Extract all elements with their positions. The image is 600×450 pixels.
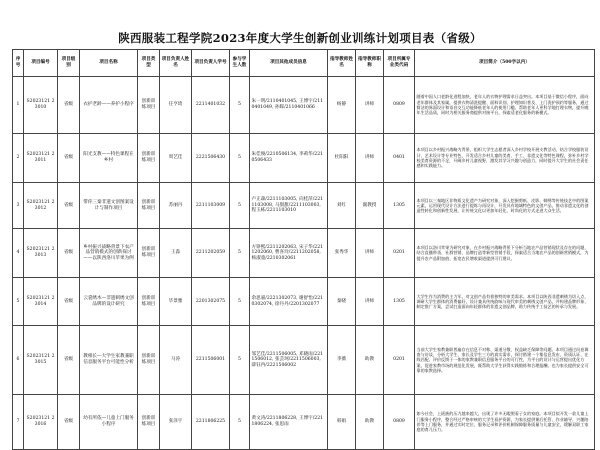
header-type: 项目类型 xyxy=(138,50,160,77)
cell-type: 创新训练项目 xyxy=(138,183,160,229)
cell-leader: 王淼 xyxy=(160,229,192,278)
cell-intro: 本项目以洛川苹果为研究对象，在乡村振兴战略背景下分析当地农产品营销现状及存在的问题，结合直播带货、社群营销、品牌打造等新型营销手段，探索适合当地农产品的创新营销模式，为提升农产品附加值、拓宽农民增收渠道提供可行建议。 xyxy=(415,229,595,278)
cell-intro: 当前大学生家教兼职普遍存在信息不对称、渠道分散、权益缺乏保障等问题。本项目通过问卷调查与访谈，分析大学生、家长及学生三方的真实需求，探讨搭建一个集信息发布、资质认证、在线匹配、评价反馈于一体的家教兼职信息服务平台的可行性，为平台的设计与运营提出优化方案，促进家教市场的规范化发展，既帮助大学生获得实践锻炼和合理报酬，也为家长提供安全可靠的家教选择。 xyxy=(415,326,595,395)
cell-student-id: 2211202059 xyxy=(192,229,230,278)
header-student-id: 项目负责人学号 xyxy=(192,50,230,77)
cell-code: S2023121 23013 xyxy=(24,229,58,278)
table-row xyxy=(13,77,595,134)
cell-leader: 周艺佳 xyxy=(160,134,192,183)
table-row xyxy=(13,183,595,229)
cell-code: S2023121 23016 xyxy=(24,395,58,450)
table-row xyxy=(13,134,595,183)
cell-intro: 如今社会，上班族的压力越来越大，出现了许多无暇照看子女的家庭。本项目拟开发一款儿童上门服务小程序，整合经过严格审核的大学生看护资源，为家长提供课后托管、作业辅导、兴趣陪伴等上门服务，并通过实时定位、服务记录和评价机制保障服务质量与儿童安全，缓解双职工家庭的育儿压力。 xyxy=(415,395,595,450)
cell-code: S2023121 23010 xyxy=(24,77,58,134)
cell-code: S2023121 23015 xyxy=(24,326,58,395)
cell-teacher-title: 副教授 xyxy=(356,183,384,229)
cell-teacher: 李薇 xyxy=(328,326,356,395)
cell-type: 创新训练项目 xyxy=(138,134,160,183)
cell-code: S2023121 23011 xyxy=(24,134,58,183)
cell-field-code: 0401 xyxy=(384,134,415,183)
table-row xyxy=(13,278,595,326)
header-level: 项目级别 xyxy=(58,50,80,77)
cell-members: 5 xyxy=(230,183,250,229)
cell-field-code: 0201 xyxy=(384,229,415,278)
cell-student-id: 2211806225 xyxy=(192,395,230,450)
cell-others: 朱佳俊/2210506134, 李莉华/2210506433 xyxy=(250,134,328,183)
table-row xyxy=(13,229,595,278)
header-leader: 项目负责人姓名 xyxy=(160,50,192,77)
cell-student-id: 2211506001 xyxy=(192,326,230,395)
cell-name: 衣护老龄——养护小程序 xyxy=(80,77,138,134)
cell-name: 乡村振兴战略背景下农产品营销模式的创新探讨——以陕西洛川苹果为例 xyxy=(80,229,138,278)
cell-teacher: 杜阳阳 xyxy=(328,134,356,183)
cell-level: 省级 xyxy=(58,278,80,326)
cell-others: 方铮熙/2211202063, 宋子华/2211202060, 曹喜玲/2211202058, 杨淑童/2210302061 xyxy=(250,229,328,278)
cell-name: 幼有所依—儿童上门服务小程序 xyxy=(80,395,138,450)
cell-seq: 7 xyxy=(13,395,24,450)
cell-type: 创新训练项目 xyxy=(138,77,160,134)
cell-teacher: 刘红 xyxy=(328,183,356,229)
cell-level: 省级 xyxy=(58,77,80,134)
cell-members: 5 xyxy=(230,278,250,326)
cell-name: 云裳绣木—非遗刺绣文创品牌的设计研究 xyxy=(80,278,138,326)
cell-others: 黄文涛/2211806228, 王博宇/2211806224, 张思雨 xyxy=(250,395,328,450)
cell-teacher: 张秀华 xyxy=(328,229,356,278)
cell-teacher: 韩娟 xyxy=(328,395,356,450)
cell-student-id: 2211401032 xyxy=(192,77,230,134)
cell-level: 省级 xyxy=(58,134,80,183)
cell-teacher-title: 讲师 xyxy=(356,77,384,134)
cell-name: 带你三秦非遗文创图案设计与制作项目 xyxy=(80,183,138,229)
cell-seq: 2 xyxy=(13,134,24,183)
cell-teacher-title: 讲师 xyxy=(356,229,384,278)
cell-type: 创新训练项目 xyxy=(138,278,160,326)
header-row xyxy=(13,50,595,77)
cell-field-code: 0809 xyxy=(384,395,415,450)
cell-members: 5 xyxy=(230,395,250,450)
cell-teacher-title: 助教 xyxy=(356,395,384,450)
header-seq: 序号 xyxy=(13,50,24,77)
cell-seq: 1 xyxy=(13,77,24,134)
cell-others: 余思嘉/2221302073, 谢舒怡/2210302074, 徐丹丹/2201302077 xyxy=(250,278,328,326)
cell-level: 省级 xyxy=(58,326,80,395)
cell-leader: 苏丽丹 xyxy=(160,183,192,229)
cell-type: 创新训练项目 xyxy=(138,229,160,278)
cell-others: 邹艺佳/2211506005, 邓晓雨/2211506012, 张芸珂/2211506003, 薛钰冉/2221506002 xyxy=(250,326,328,395)
document-title: 陕西服装工程学院2023年度大学生创新创业训练计划项目表（省级） xyxy=(118,31,482,45)
cell-type: 创新训练项目 xyxy=(138,326,160,395)
cell-student-id: 2221506430 xyxy=(192,134,230,183)
cell-code: S2023121 23012 xyxy=(24,183,58,229)
header-intro: 项目简介（500字以内） xyxy=(415,50,595,77)
header-others: 项目其他成员信息 xyxy=(250,50,328,77)
cell-seq: 5 xyxy=(13,278,24,326)
cell-members: 5 xyxy=(230,229,250,278)
cell-intro: 随着中国人口老龄化进程加快，老年人的衣物护理需求日益突出。本项目基于微信小程序，面向老年群体及其家属，提供衣物清洗提醒、面料识别、护理知识普及、上门洗护预约等服务，通过简洁的界面设计和语音交互功能降低老年人的使用门槛，帮助老年人更科学地打理衣物，提升晚年生活品质，同时为相关服务商提供对接平台，探索适老化服务的新模式。 xyxy=(415,77,595,134)
cell-teacher-title: 讲师 xyxy=(356,278,384,326)
cell-name: 教相长—大学生家教兼职信息服务平台可能性分析 xyxy=(80,326,138,395)
cell-level: 省级 xyxy=(58,229,80,278)
header-teacher-title: 指导教师职称 xyxy=(356,50,384,77)
cell-level: 省级 xyxy=(58,183,80,229)
cell-seq: 6 xyxy=(13,326,24,395)
cell-teacher: 秦晓 xyxy=(328,278,356,326)
cell-others: 朱一明/2110401045, 王博宇/2110401049, 孙晖/2110401066 xyxy=(250,77,328,134)
cell-leader: 毕景雅 xyxy=(160,278,192,326)
cell-seq: 3 xyxy=(13,183,24,229)
cell-intro: 大学生作为消费的主力军，对文创产品有着独特的审美需求。本项目以陕西非遗刺绣为切入点，调研大学生群体的消费偏好，设计兼具传统韵味与现代审美的刺绣文创产品，并构建品牌形象、制定推广方案，尝试打造面向年轻群体的非遗文创品牌，助力传统手工技艺的传承与发展。 xyxy=(415,278,595,326)
cell-teacher-title: 助教 xyxy=(356,326,384,395)
cell-field-code: 0201 xyxy=(384,326,415,395)
cell-level: 省级 xyxy=(58,395,80,450)
header-code: 项目编号 xyxy=(24,50,58,77)
cell-code: S2023121 23014 xyxy=(24,278,58,326)
cell-student-id: 2201302075 xyxy=(192,278,230,326)
header-teacher: 指导教师姓名 xyxy=(328,50,356,77)
project-table xyxy=(12,49,595,450)
header-field-code: 项目所属专业类代码 xyxy=(384,50,415,77)
cell-leader: 马涛 xyxy=(160,326,192,395)
cell-type: 创新训练项目 xyxy=(138,395,160,450)
cell-leader: 任亨琦 xyxy=(160,77,192,134)
cell-field-code: 0809 xyxy=(384,77,415,134)
cell-intro: 本项目以三秦地区非物质文化遗产为研究对象，深入挖掘剪纸、皮影、刺绣等传统技艺中的图案元素，运用现代设计方法进行提炼与再设计，开发具有地域特色的文创产品，推动非遗文化的创造性转化和创新性发展，让传统文化以更加年轻化、时尚化的方式走进大众生活。 xyxy=(415,183,595,229)
cell-seq: 4 xyxy=(13,229,24,278)
cell-name: 阳光支教——特色课程在乡村 xyxy=(80,134,138,183)
cell-leader: 张泽宇 xyxy=(160,395,192,450)
header-members: 参与学生人数 xyxy=(230,50,250,77)
cell-teacher-title: 讲师 xyxy=(356,134,384,183)
header-name: 项目名称 xyxy=(80,50,138,77)
cell-student-id: 2211103009 xyxy=(192,183,230,229)
table-row xyxy=(13,326,595,395)
cell-teacher: 杨静 xyxy=(328,77,356,134)
cell-members: 5 xyxy=(230,77,250,134)
cell-members: 5 xyxy=(230,134,250,183)
cell-members: 5 xyxy=(230,326,250,395)
cell-field-code: 1305 xyxy=(384,183,415,229)
cell-intro: 本项目以乡村振兴战略为背景，组织大学生志愿者深入乡村学校开展支教活动，结合学校服装设计、艺术设计等专业特色，开发适合乡村儿童的美育、手工、非遗文化等特色课程，弥补乡村学校美育资源的不足，开阔乡村儿童视野，激发其学习兴趣与创造力，同时提升大学生的社会责任感和实践能力。 xyxy=(415,134,595,183)
cell-field-code: 1305 xyxy=(384,278,415,326)
table-row xyxy=(13,395,595,450)
cell-others: 卢正森/2211103005, 向桂萍/2211103008, 马甜甜/2211103003, 程玉栋/2211103010 xyxy=(250,183,328,229)
